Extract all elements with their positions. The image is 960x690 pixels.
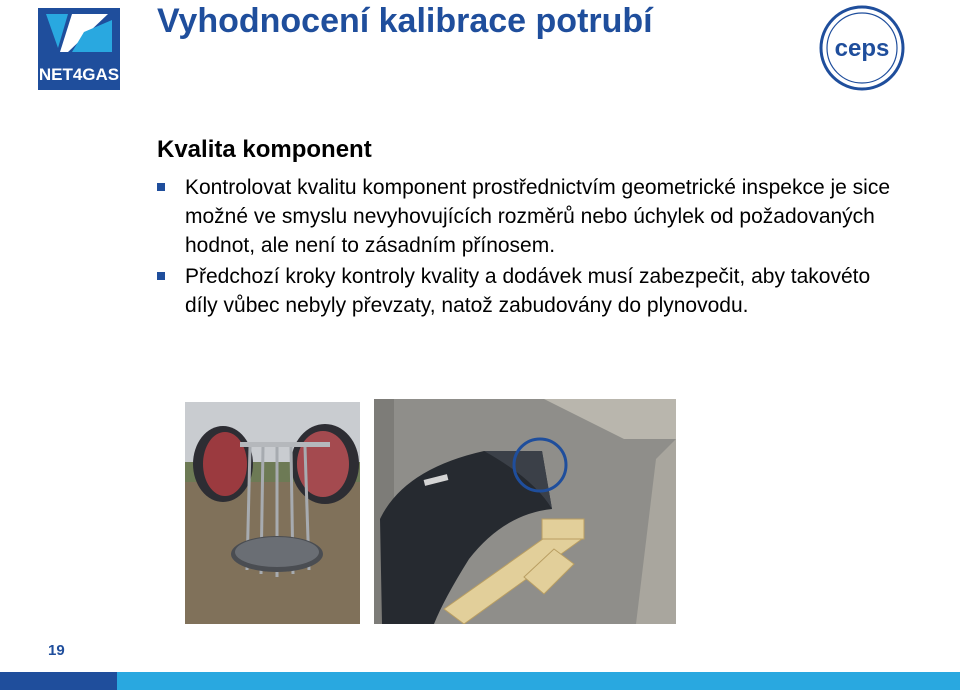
net4gas-logo (38, 8, 120, 90)
ceps-logo-text: ceps (834, 35, 890, 62)
footer-bar-light-segment (117, 672, 960, 690)
footer-bar (0, 672, 960, 690)
section-heading: Kvalita komponent (157, 136, 372, 163)
bullet-list (157, 173, 902, 322)
page-number: 19 (48, 642, 65, 659)
bullet-text: Předchozí kroky kontroly kvality a dodávek musí zabezpečit, aby takovéto díly vůbec nebyly převzaty, natož zabudovány do plynovodu. (185, 265, 871, 317)
square-bullet-icon (157, 272, 165, 280)
square-bullet-icon (157, 183, 165, 191)
bullet-text: Kontrolovat kvalitu komponent prostřednictvím geometrické inspekce je sice možné ve smyslu nevyhovujících rozměrů nebo úchylek od požadovaných hodnot, ale není to zásadním přínosem. (185, 176, 890, 257)
footer-bar-dark-segment (0, 672, 117, 690)
photo-pipe-elbow (374, 399, 676, 624)
net4gas-logo-text: NET4GAS (38, 65, 120, 84)
page-title: Vyhodnocení kalibrace potrubí (157, 2, 653, 40)
photo-calibration-gauge (185, 402, 360, 624)
ceps-logo (818, 4, 906, 92)
bullet-item (157, 173, 902, 260)
bullet-item (157, 262, 902, 320)
